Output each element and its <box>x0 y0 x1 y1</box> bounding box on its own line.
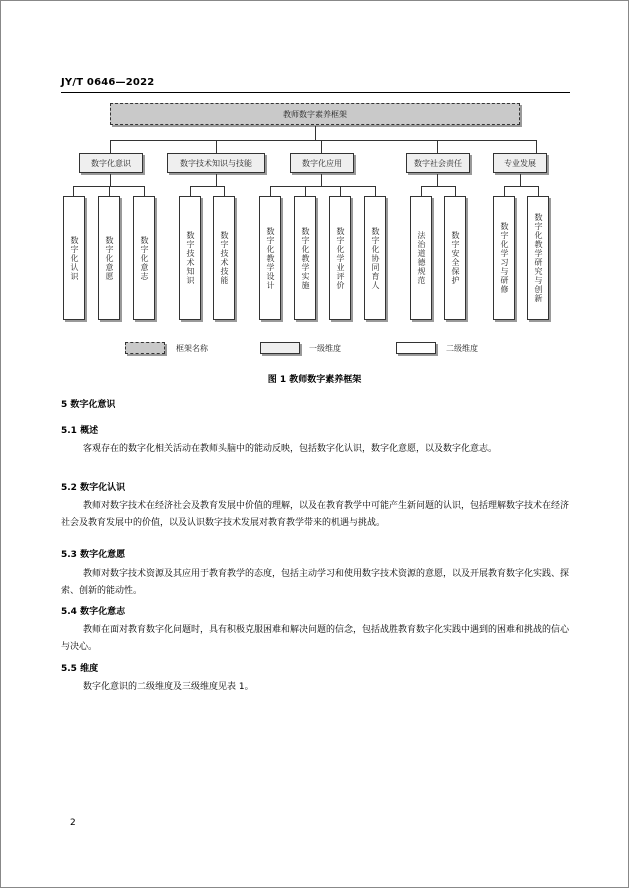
section-heading: 5.1 概述 <box>61 426 99 436</box>
connector <box>109 186 110 196</box>
section-body <box>61 566 571 600</box>
connector <box>437 140 438 153</box>
connector <box>455 186 456 196</box>
connector <box>270 186 376 187</box>
connector <box>340 186 341 196</box>
connector <box>73 186 74 196</box>
connector <box>144 186 145 196</box>
section-text: 教师在面对教育数字化问题时，具有积极克服困难和解决问题的信念，包括战胜教育数字化实践中遇到的困难和挑战的信心与决心。 <box>61 625 570 652</box>
section-heading: 5 数字化意识 <box>61 400 116 410</box>
connector <box>110 174 111 186</box>
connector <box>536 140 537 153</box>
level2-digital-learning-training: 数字化学习与研修 <box>493 196 515 320</box>
connector <box>437 174 438 186</box>
level2-teaching-design: 数字化教学设计 <box>259 196 281 320</box>
connector <box>190 186 225 187</box>
connector <box>216 140 217 153</box>
level2-digital-security: 数字安全保护 <box>444 196 466 320</box>
section-text: 数字化意识的二级维度及三级维度见表 1。 <box>83 682 254 692</box>
legend-label-level1: 一级维度 <box>309 344 341 353</box>
section-body <box>61 441 571 458</box>
connector <box>321 140 322 153</box>
connector <box>321 174 322 186</box>
section-heading: 5.5 维度 <box>61 664 99 674</box>
connector <box>504 186 539 187</box>
level2-digital-will: 数字化意志 <box>133 196 155 320</box>
level1-digital-social-responsibility: 数字社会责任 <box>406 153 470 173</box>
section-body <box>61 679 571 696</box>
section-text: 教师对数字技术资源及其应用于教育教学的态度，包括主动学习和使用数字技术资源的意愿，以及开展教育数字化实践、探索、创新的能动性。 <box>61 569 570 596</box>
legend-label-level2: 二级维度 <box>446 344 478 353</box>
level1-tech-knowledge-skills: 数字技术知识与技能 <box>167 153 265 173</box>
connector <box>375 186 376 196</box>
legend-swatch-level1 <box>260 342 300 354</box>
level2-tech-knowledge: 数字技术知识 <box>179 196 201 320</box>
section-text: 教师对数字技术在经济社会及教育发展中价值的理解，以及在教育教学中可能产生新问题的认识，包括理解数字技术在经济社会及教育发展中的价值，以及认识数字技术发展对教育教学带来的机遇与挑战。 <box>61 501 570 528</box>
level2-tech-skills: 数字技术技能 <box>213 196 235 320</box>
connector <box>305 186 306 196</box>
level2-teaching-implementation: 数字化教学实施 <box>294 196 316 320</box>
legend-label-framework: 框架名称 <box>176 344 208 353</box>
connector <box>538 186 539 196</box>
level2-teaching-research-innovation: 数字化教学研究与创新 <box>527 196 549 320</box>
connector <box>110 140 111 153</box>
level2-digital-cognition: 数字化认识 <box>63 196 85 320</box>
level1-professional-development: 专业发展 <box>493 153 547 173</box>
connector <box>110 140 537 141</box>
legend-swatch-framework <box>125 342 165 354</box>
connector <box>315 126 316 140</box>
section-heading: 5.4 数字化意志 <box>61 607 126 617</box>
level1-digital-awareness: 数字化意识 <box>79 153 143 173</box>
level2-collaborative-education: 数字化协同育人 <box>364 196 386 320</box>
level2-academic-evaluation: 数字化学业评价 <box>329 196 351 320</box>
page-number: 2 <box>70 818 76 828</box>
connector <box>216 174 217 186</box>
section-text: 客观存在的数字化相关活动在教师头脑中的能动反映，包括数字化认识，数字化意愿，以及数字化意志。 <box>83 444 498 454</box>
figure-caption: 图 1 教师数字素养框架 <box>267 375 362 385</box>
framework-diagram <box>0 0 629 370</box>
connector <box>504 186 505 196</box>
level2-digital-willingness: 数字化意愿 <box>98 196 120 320</box>
diagram-root: 教师数字素养框架 <box>110 103 520 125</box>
connector <box>421 186 456 187</box>
connector <box>270 186 271 196</box>
connector <box>520 174 521 186</box>
connector <box>224 186 225 196</box>
connector <box>421 186 422 196</box>
section-body <box>61 622 571 656</box>
section-heading: 5.3 数字化意愿 <box>61 550 126 560</box>
legend-swatch-level2 <box>396 342 436 354</box>
level1-digital-application: 数字化应用 <box>290 153 354 173</box>
level2-legal-ethical-norms: 法治道德规范 <box>410 196 432 320</box>
section-heading: 5.2 数字化认识 <box>61 483 126 493</box>
standard-code: JY/T 0646—2022 <box>61 77 155 88</box>
section-body <box>61 498 571 532</box>
connector <box>190 186 191 196</box>
